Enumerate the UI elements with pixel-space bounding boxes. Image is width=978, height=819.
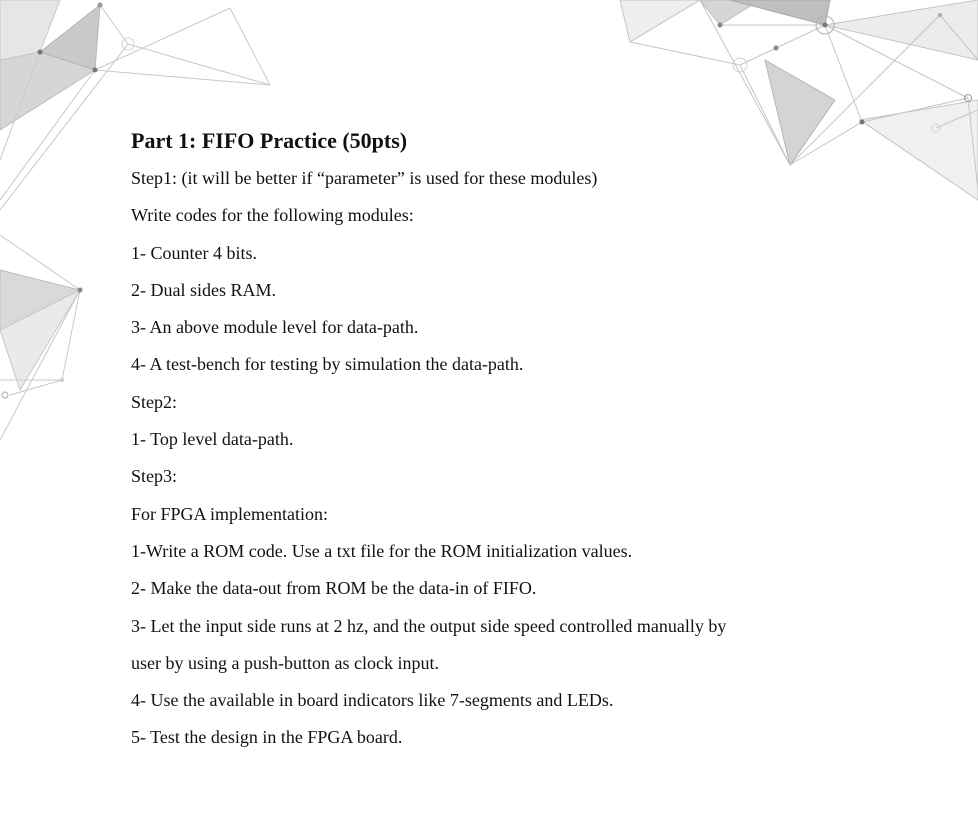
step1-item-1: 1- Counter 4 bits. (131, 242, 257, 263)
section-title: Part 1: FIFO Practice (50pts) (131, 128, 408, 153)
document-content (131, 128, 951, 757)
step2-item-1: 1- Top level data-path. (131, 429, 294, 450)
step1-item-4: 4- A test-bench for testing by simulation the data-path. (131, 354, 524, 375)
step1-item-2: 2- Dual sides RAM. (131, 279, 276, 300)
step3-item-3: 3- Let the input side runs at 2 hz, and the output side speed controlled manually by (131, 615, 727, 636)
step3-heading: Step3: (131, 466, 178, 487)
step3-intro: For FPGA implementation: (131, 503, 329, 524)
step2-heading: Step2: (131, 391, 178, 412)
step1-item-3: 3- An above module level for data-path. (131, 317, 419, 338)
step1-heading: Step1: (it will be better if “parameter” is used for these modules) (131, 168, 598, 188)
step3-item-5: 5- Test the design in the FPGA board. (131, 727, 403, 748)
step3-item-4: 4- Use the available in board indicators like 7-segments and LEDs. (131, 690, 614, 711)
step3-item-1: 1-Write a ROM code. Use a txt file for the ROM initialization values. (131, 540, 633, 561)
instruction-list (131, 160, 951, 757)
step3-item-2: 2- Make the data-out from ROM be the data-in of FIFO. (131, 578, 537, 599)
step1-intro: Write codes for the following modules: (131, 205, 414, 226)
step3-item-3-continued: user by using a push-button as clock input. (131, 652, 439, 673)
